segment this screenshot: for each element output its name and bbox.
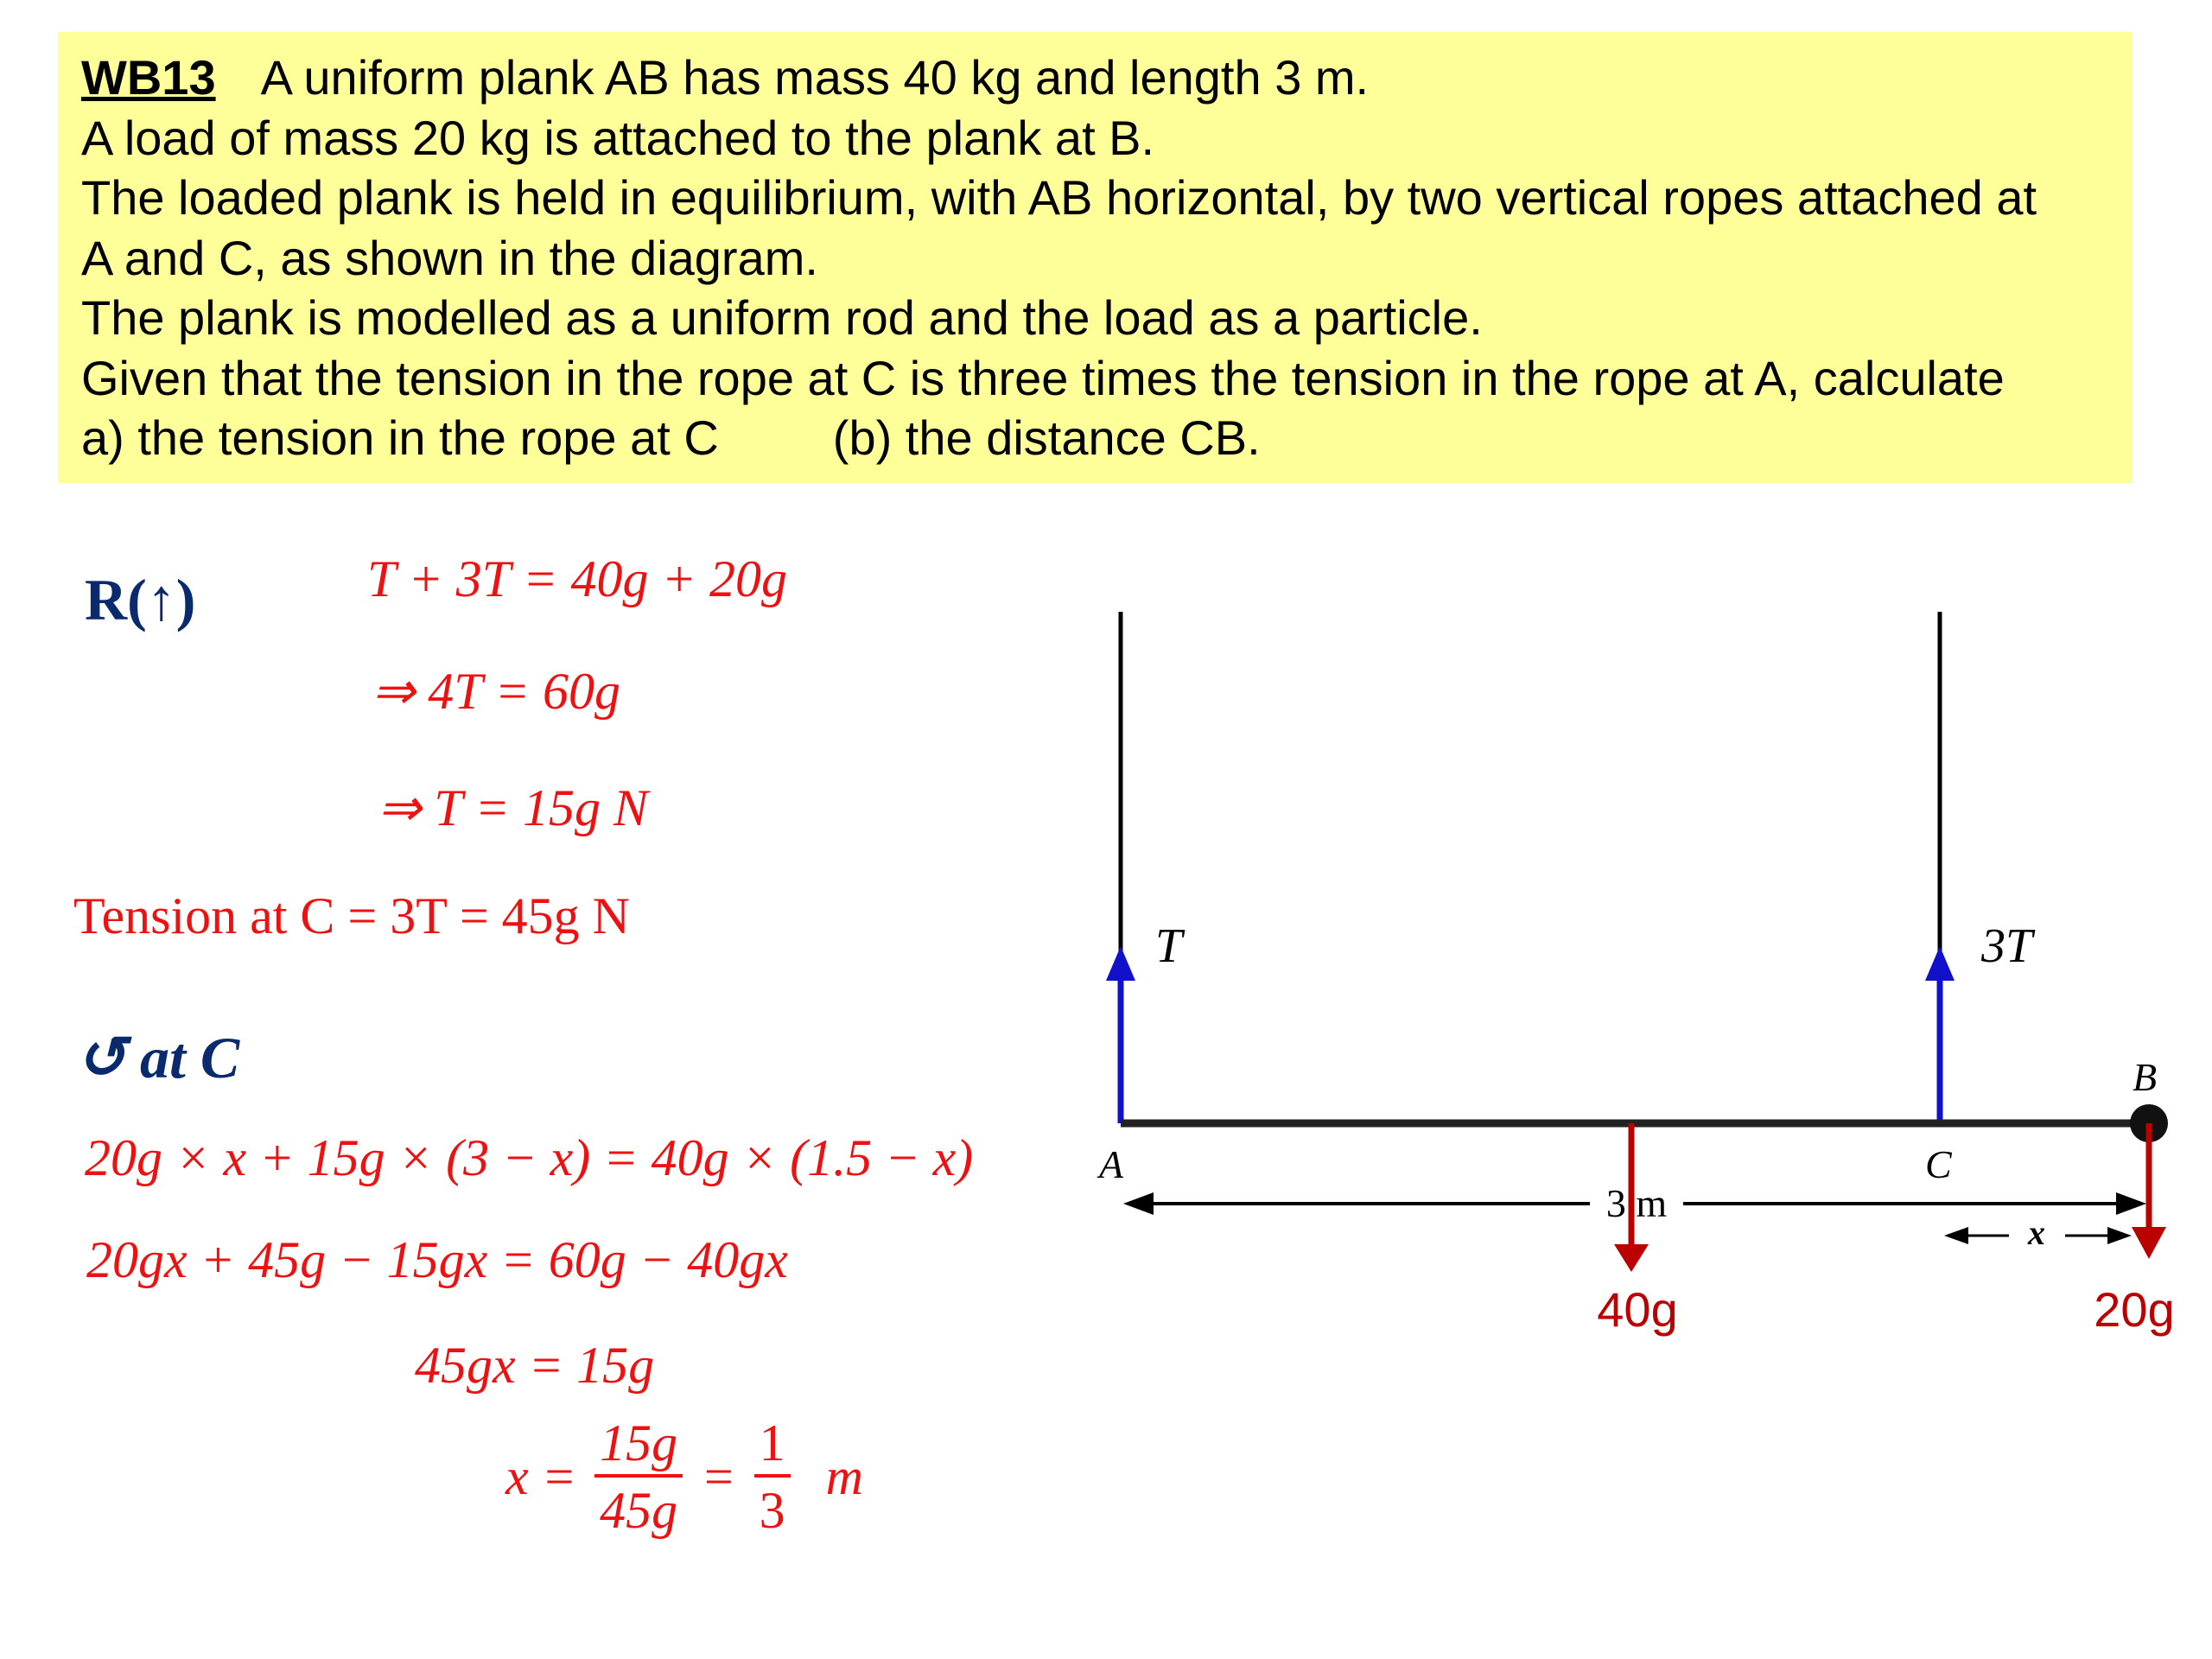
fraction-2-numerator: 1 xyxy=(754,1417,791,1478)
tension-label-c: 3T xyxy=(1981,919,2033,973)
weight-label-load: 20g xyxy=(2094,1282,2175,1337)
problem-line-2: A load of mass 20 kg is attached to the plank at B. xyxy=(81,110,1155,165)
length-arrowhead-right xyxy=(2116,1192,2146,1215)
part-b: (b) the distance CB. xyxy=(832,410,1261,465)
problem-tag: WB13 xyxy=(81,50,216,105)
fraction-1-numerator: 15g xyxy=(594,1417,683,1478)
tension-arrowhead-a xyxy=(1106,946,1135,981)
moments-heading: ↺ at C xyxy=(76,1025,240,1090)
equation-5: 20g × x + 15g × (3 − x) = 40g × (1.5 − x) xyxy=(85,1129,974,1186)
equation-8-lhs: x = xyxy=(505,1448,577,1505)
equation-3: ⇒ T = 15g N xyxy=(378,779,649,836)
equation-4: Tension at C = 3T = 45g N xyxy=(73,887,631,944)
fraction-2-denominator: 3 xyxy=(759,1482,785,1539)
part-a: a) the tension in the rope at C xyxy=(81,410,719,465)
equation-8-unit: m xyxy=(825,1448,863,1505)
problem-text-1: A uniform plank AB has mass 40 kg and length 3 m. xyxy=(260,50,1370,105)
equation-8-equals: = xyxy=(701,1448,736,1505)
length-arrowhead-left xyxy=(1123,1192,1154,1215)
label-c: C xyxy=(1925,1142,1952,1186)
problem-line-5: The plank is modelled as a uniform rod and the load as a particle. xyxy=(81,290,1483,345)
cb-arrowhead-left xyxy=(1944,1227,1968,1244)
problem-line-4: A and C, as shown in the diagram. xyxy=(81,230,818,285)
fraction-1-denominator: 45g xyxy=(600,1482,678,1539)
label-a: A xyxy=(1099,1142,1124,1186)
problem-line-6: Given that the tension in the rope at C is three times the tension in the rope at A, calculate xyxy=(81,350,2005,405)
weight-label-plank: 40g xyxy=(1597,1282,1678,1337)
equation-6: 20gx + 45g − 15gx = 60g − 40gx xyxy=(86,1231,788,1288)
tension-label-a: T xyxy=(1155,919,1183,973)
equation-7: 45gx = 15g xyxy=(415,1337,655,1394)
weight-arrowhead-plank xyxy=(1614,1244,1649,1272)
resolve-heading: R(↑) xyxy=(85,567,196,632)
cb-label: x xyxy=(2028,1213,2045,1252)
label-b: B xyxy=(2133,1055,2158,1099)
tension-arrowhead-c xyxy=(1925,946,1955,981)
equation-2: ⇒ 4T = 60g xyxy=(372,663,621,720)
cb-arrowhead-right xyxy=(2107,1227,2132,1244)
problem-line-3: The loaded plank is held in equilibrium, with AB horizontal, by two vertical ropes attached at xyxy=(81,170,2037,225)
equation-1: T + 3T = 40g + 20g xyxy=(367,550,788,607)
weight-arrowhead-load xyxy=(2132,1227,2166,1259)
length-label: 3 m xyxy=(1605,1181,1668,1225)
